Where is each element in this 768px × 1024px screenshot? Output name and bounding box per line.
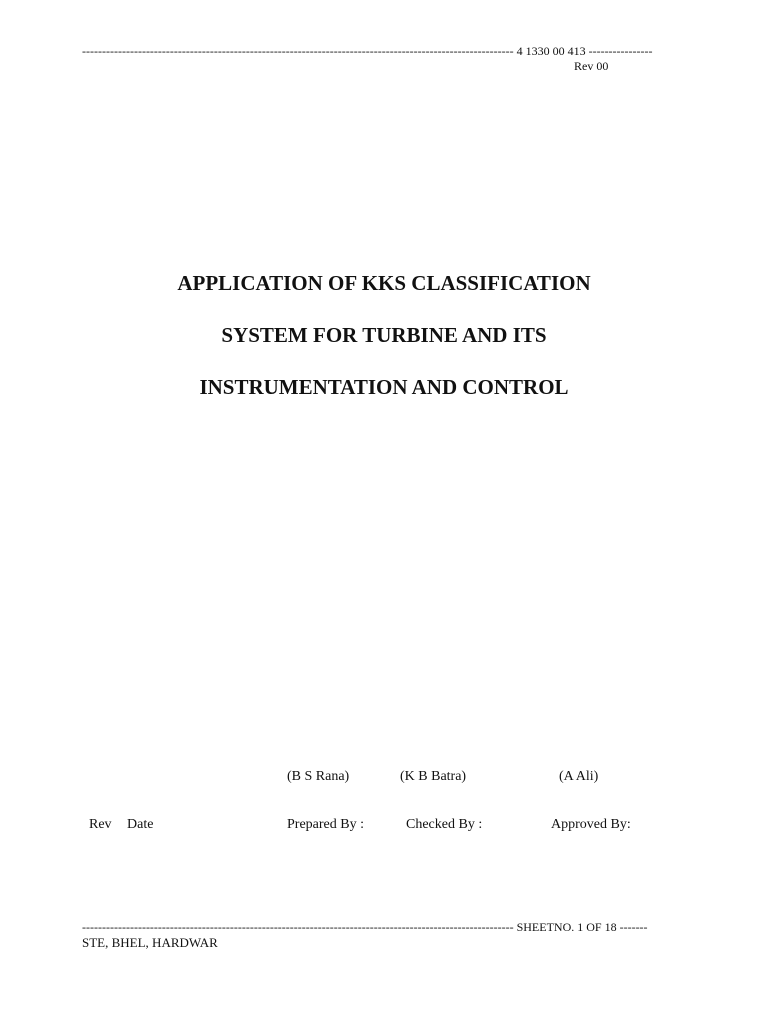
footer-organization: STE, BHEL, HARDWAR — [82, 935, 218, 950]
document-title-line-1: APPLICATION OF KKS CLASSIFICATION — [177, 271, 591, 295]
document-title-line-3: INSTRUMENTATION AND CONTROL — [199, 375, 569, 399]
approved-by-name: (A Ali) — [559, 769, 599, 784]
rev-label: Rev — [89, 817, 112, 832]
header-revision: Rev 00 — [574, 59, 609, 73]
prepared-by-name: (B S Rana) — [287, 769, 350, 784]
approved-by-label: Approved By: — [551, 817, 631, 832]
checked-by-name: (K B Batra) — [400, 769, 467, 784]
date-label: Date — [127, 817, 154, 832]
footer-sheet-number: ------------------------------------------------------------------------------------------------------------ SHEETNO. 1 OF 18 ------- — [82, 920, 648, 934]
header-doc-number: ------------------------------------------------------------------------------------------------------------ 4 1330 00 413 ---------------- — [82, 44, 653, 58]
prepared-by-label: Prepared By : — [287, 817, 364, 832]
document-title-line-2: SYSTEM FOR TURBINE AND ITS — [221, 323, 547, 347]
checked-by-label: Checked By : — [406, 817, 483, 832]
